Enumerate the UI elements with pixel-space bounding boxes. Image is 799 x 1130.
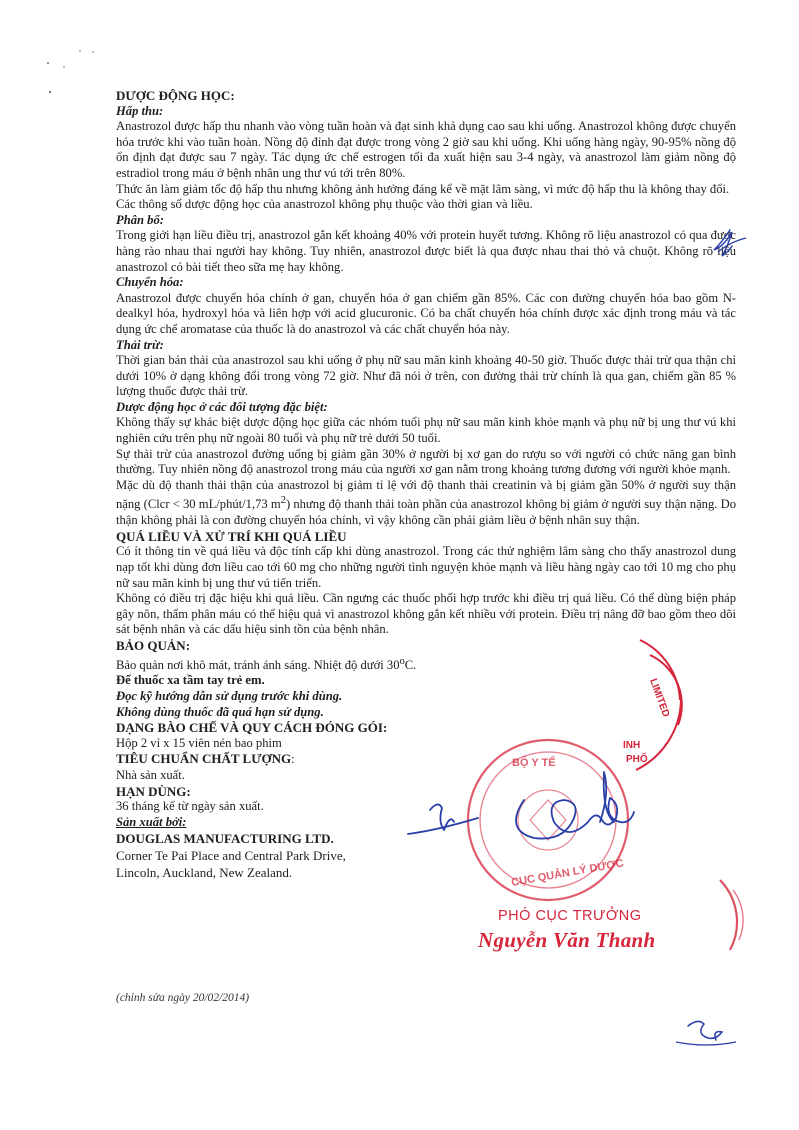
overdose-paragraph: Có ít thông tin về quá liều và độc tính cấp khi dùng anastrozol. Trong các thử nghiệm lâm sàng cho thấy anastrozol dung nạp tốt khi dùng đơn liều cao tới 60 mg cho những người tình nguyện khỏe mạnh và liều hàng ngày cao tới 10 mg cho phụ nữ sau mãn kinh bị ung thư vú tiến triển. xyxy=(116,544,736,590)
renal-text-b: ) nhưng độ thanh thải toàn phần của anastrozol không bị giảm ở người suy thận nặng. Do thận không phải là con đường chuyển hóa chính, vì vậy không cần phải giảm liều ở bệnh nhân suy thận. xyxy=(116,497,736,528)
renal-text-a: Mặc dù độ thanh thải thận của anastrozol bị giảm tỉ lệ với độ thanh thải creatinin và bị giảm gần 50% ở người suy thận nặng (Clcr < 30 mL/phút/1,73 m xyxy=(116,477,736,512)
bottom-initial xyxy=(688,1021,722,1040)
absorption-paragraph: Các thông số dược động học của anastrozol không phụ thuộc vào thời gian và liều. xyxy=(116,197,533,212)
warning-expired: Không dùng thuốc đã quá hạn sử dụng. xyxy=(116,704,324,719)
degree-symbol: o xyxy=(399,655,405,667)
overdose-paragraph: Không có điều trị đặc hiệu khi quá liều. Cần ngưng các thuốc phối hợp trước khi điều trị quá liều. Có thể dùng biện pháp gây nôn, thẩm phân máu có thể hiệu quả vì anastrozol không gắn kết nhiều với protein. Điều trị nâng đỡ bao gồm theo dõi sát bệnh nhân và các dấu hiệu sinh tồn của bệnh nhân. xyxy=(116,591,736,637)
revision-note: (chỉnh sửa ngày 20/02/2014) xyxy=(116,992,250,1004)
bottom-initial-underline xyxy=(676,1042,736,1045)
svg-text:LIMITED: LIMITED xyxy=(647,677,672,719)
absorption-title: Hấp thu: xyxy=(116,103,164,118)
distribution-title: Phân bố: xyxy=(116,212,164,227)
renal-paragraph xyxy=(116,478,736,529)
distribution-paragraph: Trong giới hạn liều điều trị, anastrozol gắn kết khoảng 40% với protein huyết tương. Không rõ liệu anastrozol có qua được hàng rào nhau thai người hay không. Tuy nhiên, anastrozol được biết là qua được nhau thai thỏ và chuột. Không rõ liệu anastrozol có bài tiết theo sữa mẹ hay không. xyxy=(116,228,736,274)
storage-text-b: C. xyxy=(404,657,417,672)
deputy-director-name: Nguyễn Văn Thanh xyxy=(478,928,656,952)
expiry-text: 36 tháng kể từ ngày sản xuất. xyxy=(116,799,264,814)
deputy-director-title: PHÓ CỤC TRƯỞNG xyxy=(498,908,642,924)
svg-text:INH: INH xyxy=(623,740,641,751)
warning-children: Để thuốc xa tầm tay trẻ em. xyxy=(116,673,265,688)
manufacturer-address-2: Lincoln, Auckland, New Zealand. xyxy=(116,865,293,881)
absorption-paragraph: Anastrozol được hấp thu nhanh vào vòng tuần hoàn và đạt sinh khả dụng cao sau khi uống. Anastrozol không được chuyển hóa trước khi vào tuần hoàn. Nồng độ đỉnh đạt được trong vòng 2 giờ sau khi uống. Khi uống hàng ngày, 90-95% nồng độ ổn định đạt được sau 7 ngày. Tác dụng ức chế estrogen tối đa xuất hiện sau 3-4 ngày, và anastrozol làm giảm nồng độ estradiol trong máu ở bệnh nhân ung thư vú tới trên 80%. xyxy=(116,119,736,180)
special-populations-paragraph: Sự thải trừ của anastrozol đường uống bị giảm gần 30% ở người bị xơ gan do rượu so với người có chức năng gan bình thường. Tuy nhiên nồng độ anastrozol trong máu của người xơ gan nằm trong khoảng tương đương với người khỏe mạnh. xyxy=(116,446,736,477)
quality-colon: : xyxy=(291,752,295,767)
svg-text:PHỐ: PHỐ xyxy=(626,754,648,765)
special-populations-paragraph: Không thấy sự khác biệt dược động học giữa các nhóm tuổi phụ nữ sau mãn kinh khỏe mạnh và phụ nữ bị ung thư vú khi nghiên cứu trên phụ nữ ngoài 80 tuổi và phụ nữ trẻ dưới 50 tuổi. xyxy=(116,415,736,446)
edge-stamp xyxy=(720,880,737,950)
scan-specks xyxy=(47,50,94,93)
pharmacokinetics-heading: DƯỢC ĐỘNG HỌC: xyxy=(116,88,235,103)
quality-text: Nhà sản xuất. xyxy=(116,767,185,782)
overdose-heading: QUÁ LIỀU VÀ XỬ TRÍ KHI QUÁ LIỀU xyxy=(116,528,347,544)
metabolism-title: Chuyển hóa: xyxy=(116,275,184,290)
renal-superscript: 2 xyxy=(280,495,286,507)
quality-heading: TIÊU CHUẨN CHẤT LƯỢNG xyxy=(116,751,292,767)
elimination-title: Thải trừ: xyxy=(116,337,164,352)
storage-text xyxy=(116,654,736,674)
manufacturer-address-1: Corner Te Pai Place and Central Park Drive, xyxy=(116,848,346,864)
absorption-paragraph: Thức ăn làm giảm tốc độ hấp thu nhưng không ảnh hưởng đáng kể về mặt lâm sàng, vì mức độ hấp thu là không thay đổi. xyxy=(116,181,730,196)
metabolism-paragraph: Anastrozol được chuyển hóa chính ở gan, chuyển hóa ở gan chiếm gần 85%. Các con đường chuyển hóa bao gồm N-dealkyl hóa, hydroxyl hóa và liên hợp với acid glucuronic. Có ba chất chuyển hóa chính được xác định trong máu và tác dụng ức chế aromatase của thuốc là do anastrozol và các chất chuyển hóa này. xyxy=(116,290,736,336)
warning-read-instructions: Đọc kỹ hướng dẫn sử dụng trước khi dùng. xyxy=(116,688,343,703)
packaging-heading: DẠNG BÀO CHẾ VÀ QUY CÁCH ĐÓNG GÓI: xyxy=(116,720,388,736)
manufacturer-heading: Sản xuất bởi: xyxy=(116,814,187,829)
edge-stamp-inner xyxy=(733,890,743,940)
svg-text:CỤC QUẢN LÝ DƯỢC: CỤC QUẢN LÝ DƯỢC xyxy=(510,857,625,889)
elimination-paragraph: Thời gian bán thải của anastrozol sau khi uống ở phụ nữ sau mãn kinh khoảng 40-50 giờ. Thuốc được thải trừ qua thận chỉ dưới 10% ở dạng không đổi trong vòng 72 giờ. Như đã nói ở trên, con đường thải trừ chính là qua gan, chiếm gần 85 % lượng thuốc được thải trừ. xyxy=(116,353,736,399)
special-populations-title: Dược động học ở các đối tượng đặc biệt: xyxy=(116,399,328,414)
svg-text:BỘ Y TẾ: BỘ Y TẾ xyxy=(512,757,556,769)
document-body xyxy=(116,88,736,881)
storage-text-a: Bảo quản nơi khô mát, tránh ánh sáng. Nhiệt độ dưới 30 xyxy=(116,657,400,672)
storage-heading: BẢO QUẢN: xyxy=(116,637,191,653)
quality-heading-line xyxy=(116,751,736,768)
manufacturer-name: DOUGLAS MANUFACTURING LTD. xyxy=(116,831,334,847)
expiry-heading: HẠN DÙNG: xyxy=(116,783,191,799)
packaging-text: Hộp 2 vỉ x 15 viên nén bao phim xyxy=(116,735,282,750)
